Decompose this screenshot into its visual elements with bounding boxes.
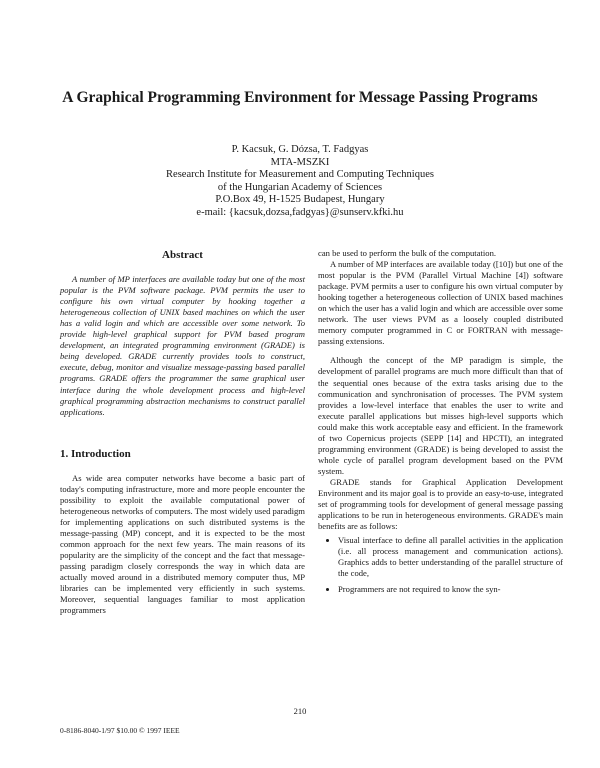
abstract-text: A number of MP interfaces are available today but one of the most popular is the PVM software package. PVM permits the user to configure his own virtual computer by hooking together a heterogeneous collection of UNIX based machines on which the user has a valid login and which are accessible over some network. To provide high-level graphical support for PVM based program development, an integrated programming environment (GRADE) is being developed. GRADE currently provides tools to construct, execute, debug, monitor and visualize message-passing based parallel programs. GRADE offers the programmer the same graphical user interface during the whole development process and high-level graphical programming abstraction mechanisms to construct parallel applications.	[60, 274, 305, 417]
paper-title: A Graphical Programming Environment for Message Passing Programs	[62, 89, 538, 106]
list-item: • Visual interface to define all parallel activities in the application (i.e. all process management and communication actions). Graphics adds to better understanding of the parallel structure of the code,	[338, 535, 563, 579]
abstract-heading: Abstract	[162, 249, 203, 261]
intro-paragraph-2: A number of MP interfaces are available today ([10]) but one of the most popular is the PVM (Parallel Virtual Machine [4]) software package. PVM permits a user to configure his own virtual computer by hooking together a heterogeneous collection of UNIX based machines on which the user has a valid login and which are accessible over some network. The user views PVM as a loosely coupled distributed memory computer programmed in C or FORTRAN with message-passing extensions.	[318, 259, 563, 347]
copyright-notice: 0-8186-8040-1/97 $10.00 © 1997 IEEE	[60, 726, 180, 735]
page-number: 210	[293, 706, 307, 716]
benefits-list	[318, 535, 563, 595]
author-block	[90, 144, 510, 220]
intro-paragraph-3: Although the concept of the MP paradigm is simple, the development of parallel programs are much more difficult than that of the sequential ones because of the extra tasks arising due to the communication and synchronisation of processes. The PVM system provides a low-level interface that enables the user to write and execute parallel applications but misses high-level supports which could make this work acceptable easy and efficient. In the framework of two Copernicus projects (SEPP [14] and HPCTI), an integrated programming environment (GRADE) is being developed to assist the whole cycle of parallel program development based on the PVM system.	[318, 355, 563, 476]
left-column	[60, 250, 305, 616]
intro-paragraph-1: As wide area computer networks have become a basic part of today's computing infrastructure, more and more people encounter the possibility to exploit the available computational power of heterogeneous networks of computers. The most widely used paradigm for implementing applications on such distributed systems is the message-passing (MP) concept, and it is expected to be the most common approach for the next few years. The main reasons of its popularity are the simplicity of the concept and the fact that message-passing paradigm closely corresponds the way in which data are actually moved around in a distributed memory computer thus, MP libraries can be implemented very efficiently in such systems. Moreover, sequential languages familiar to most application programmers	[60, 472, 305, 616]
author-names: P. Kacsuk, G. Dózsa, T. Fadgyas	[231, 144, 369, 155]
author-institute: Research Institute for Measurement and Computing Techniques	[166, 169, 434, 181]
author-academy: of the Hungarian Academy of Sciences	[217, 181, 383, 193]
section-heading-introduction: 1. Introduction	[60, 447, 131, 460]
intro-paragraph-4: GRADE stands for Graphical Application Development Environment and its major goal is to provide an easy-to-use, integrated set of programming tools for development of general message passing applications to be run in heterogeneous environments. GRADE's main benefits are as follows:	[318, 476, 563, 532]
author-email: e-mail: {kacsuk,dozsa,fadgyas}@sunserv.kfki.hu	[196, 206, 404, 218]
right-column	[318, 248, 563, 600]
author-address: P.O.Box 49, H-1525 Budapest, Hungary	[215, 194, 385, 206]
intro-continuation: can be used to perform the bulk of the computation.	[318, 248, 497, 258]
list-item: • Programmers are not required to know the syn-	[338, 584, 563, 595]
author-org: MTA-MSZKI	[270, 156, 330, 168]
